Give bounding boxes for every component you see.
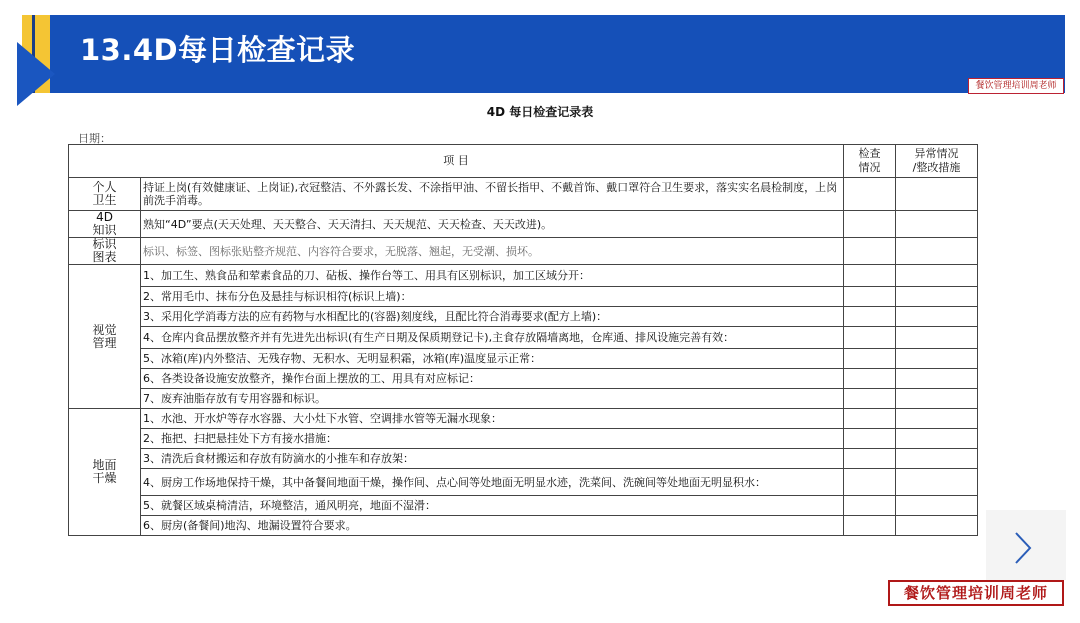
- table-row: [69, 349, 978, 369]
- header-abnormal: 异常情况 /整改措施: [896, 145, 978, 178]
- item-cell: 7、废弃油脂存放有专用容器和标识。: [141, 389, 844, 409]
- abnormal-cell[interactable]: [896, 327, 978, 349]
- abnormal-cell[interactable]: [896, 496, 978, 516]
- watermark-stamp-small: 餐饮管理培训周老师: [968, 78, 1064, 94]
- category-cell: 标识 图表: [69, 238, 141, 265]
- table-header-row: [69, 145, 978, 178]
- table-row: [69, 238, 978, 265]
- item-cell: 6、各类设备设施安放整齐，操作台面上摆放的工、用具有对应标记：: [141, 369, 844, 389]
- category-cell: 4D 知识: [69, 211, 141, 238]
- abnormal-cell[interactable]: [896, 449, 978, 469]
- check-cell[interactable]: [844, 211, 896, 238]
- item-cell: 1、水池、开水炉等存水容器、大小灶下水管、空调排水管等无漏水现象：: [141, 409, 844, 429]
- table-row: [69, 327, 978, 349]
- check-cell[interactable]: [844, 178, 896, 211]
- header-check: 检查 情况: [844, 145, 896, 178]
- category-cell: 个人 卫生: [69, 178, 141, 211]
- check-cell[interactable]: [844, 496, 896, 516]
- abnormal-cell[interactable]: [896, 265, 978, 287]
- table-row: [69, 409, 978, 429]
- table-row: [69, 429, 978, 449]
- abnormal-cell[interactable]: [896, 349, 978, 369]
- item-cell: 标识、标签、图标张贴整齐规范、内容符合要求，无脱落、翘起，无受潮、损坏。: [141, 238, 844, 265]
- item-cell: 4、仓库内食品摆放整齐并有先进先出标识(有生产日期及保质期登记卡),主食存放隔墙离地，仓库通、排风设施完善有效：: [141, 327, 844, 349]
- abnormal-cell[interactable]: [896, 211, 978, 238]
- header-item: 项 目: [69, 145, 844, 178]
- check-cell[interactable]: [844, 469, 896, 496]
- abnormal-cell[interactable]: [896, 469, 978, 496]
- item-cell: 持证上岗(有效健康证、上岗证),衣冠整洁、不外露长发、不涂指甲油、不留长指甲、不戴首饰、戴口罩符合卫生要求，落实实名晨检制度，上岗前洗手消毒。: [141, 178, 844, 211]
- check-cell[interactable]: [844, 429, 896, 449]
- check-cell[interactable]: [844, 349, 896, 369]
- table-row: [69, 178, 978, 211]
- item-cell: 2、常用毛巾、抹布分色及悬挂与标识相符(标识上墙)：: [141, 287, 844, 307]
- abnormal-cell[interactable]: [896, 307, 978, 327]
- document-title: 4D 每日检查记录表: [486, 105, 594, 119]
- table-row: [69, 287, 978, 307]
- item-cell: 4、厨房工作场地保持干燥，其中备餐间地面干燥，操作间、点心间等处地面无明显水迹，洗菜间、洗碗间等处地面无明显积水：: [141, 469, 844, 496]
- item-cell: 6、厨房(备餐间)地沟、地漏设置符合要求。: [141, 516, 844, 536]
- item-cell: 2、拖把、扫把悬挂处下方有接水措施：: [141, 429, 844, 449]
- abnormal-cell[interactable]: [896, 429, 978, 449]
- item-cell: 熟知“4D”要点(天天处理、天天整合、天天清扫、天天规范、天天检查、天天改进)。: [141, 211, 844, 238]
- check-cell[interactable]: [844, 449, 896, 469]
- table-row: [69, 449, 978, 469]
- check-cell[interactable]: [844, 369, 896, 389]
- abnormal-cell[interactable]: [896, 238, 978, 265]
- check-cell[interactable]: [844, 409, 896, 429]
- next-slide-arrow-icon[interactable]: [1013, 530, 1033, 566]
- abnormal-cell[interactable]: [896, 409, 978, 429]
- item-cell: 3、采用化学消毒方法的应有药物与水相配比的(容器)刻度线，且配比符合消毒要求(配方上墙)：: [141, 307, 844, 327]
- abnormal-cell[interactable]: [896, 516, 978, 536]
- table-body: [69, 178, 978, 536]
- item-cell: 5、就餐区域桌椅清洁，环境整洁，通风明亮，地面不湿滑：: [141, 496, 844, 516]
- table-row: [69, 265, 978, 287]
- banner-triangle-decoration: [17, 42, 55, 106]
- category-cell: 地面 干燥: [69, 409, 141, 536]
- table-row: [69, 211, 978, 238]
- table-row: [69, 496, 978, 516]
- inspection-table: [68, 144, 978, 536]
- table-row: [69, 307, 978, 327]
- item-cell: 5、冰箱(库)内外整洁、无残存物、无积水、无明显积霜，冰箱(库)温度显示正常：: [141, 349, 844, 369]
- item-cell: 3、清洗后食材搬运和存放有防滴水的小推车和存放架：: [141, 449, 844, 469]
- check-cell[interactable]: [844, 265, 896, 287]
- check-cell[interactable]: [844, 307, 896, 327]
- check-cell[interactable]: [844, 516, 896, 536]
- check-cell[interactable]: [844, 238, 896, 265]
- watermark-stamp-large: 餐饮管理培训周老师: [888, 580, 1064, 606]
- slide-title: 13.4D每日检查记录: [80, 33, 356, 67]
- abnormal-cell[interactable]: [896, 287, 978, 307]
- item-cell: 1、加工生、熟食品和荤素食品的刀、砧板、操作台等工、用具有区别标识，加工区域分开：: [141, 265, 844, 287]
- abnormal-cell[interactable]: [896, 178, 978, 211]
- table-row: [69, 516, 978, 536]
- abnormal-cell[interactable]: [896, 369, 978, 389]
- table-row: [69, 469, 978, 496]
- abnormal-cell[interactable]: [896, 389, 978, 409]
- category-cell: 视觉 管理: [69, 265, 141, 409]
- table-row: [69, 389, 978, 409]
- table-row: [69, 369, 978, 389]
- check-cell[interactable]: [844, 389, 896, 409]
- check-cell[interactable]: [844, 327, 896, 349]
- check-cell[interactable]: [844, 287, 896, 307]
- date-label: 日期：: [78, 132, 111, 145]
